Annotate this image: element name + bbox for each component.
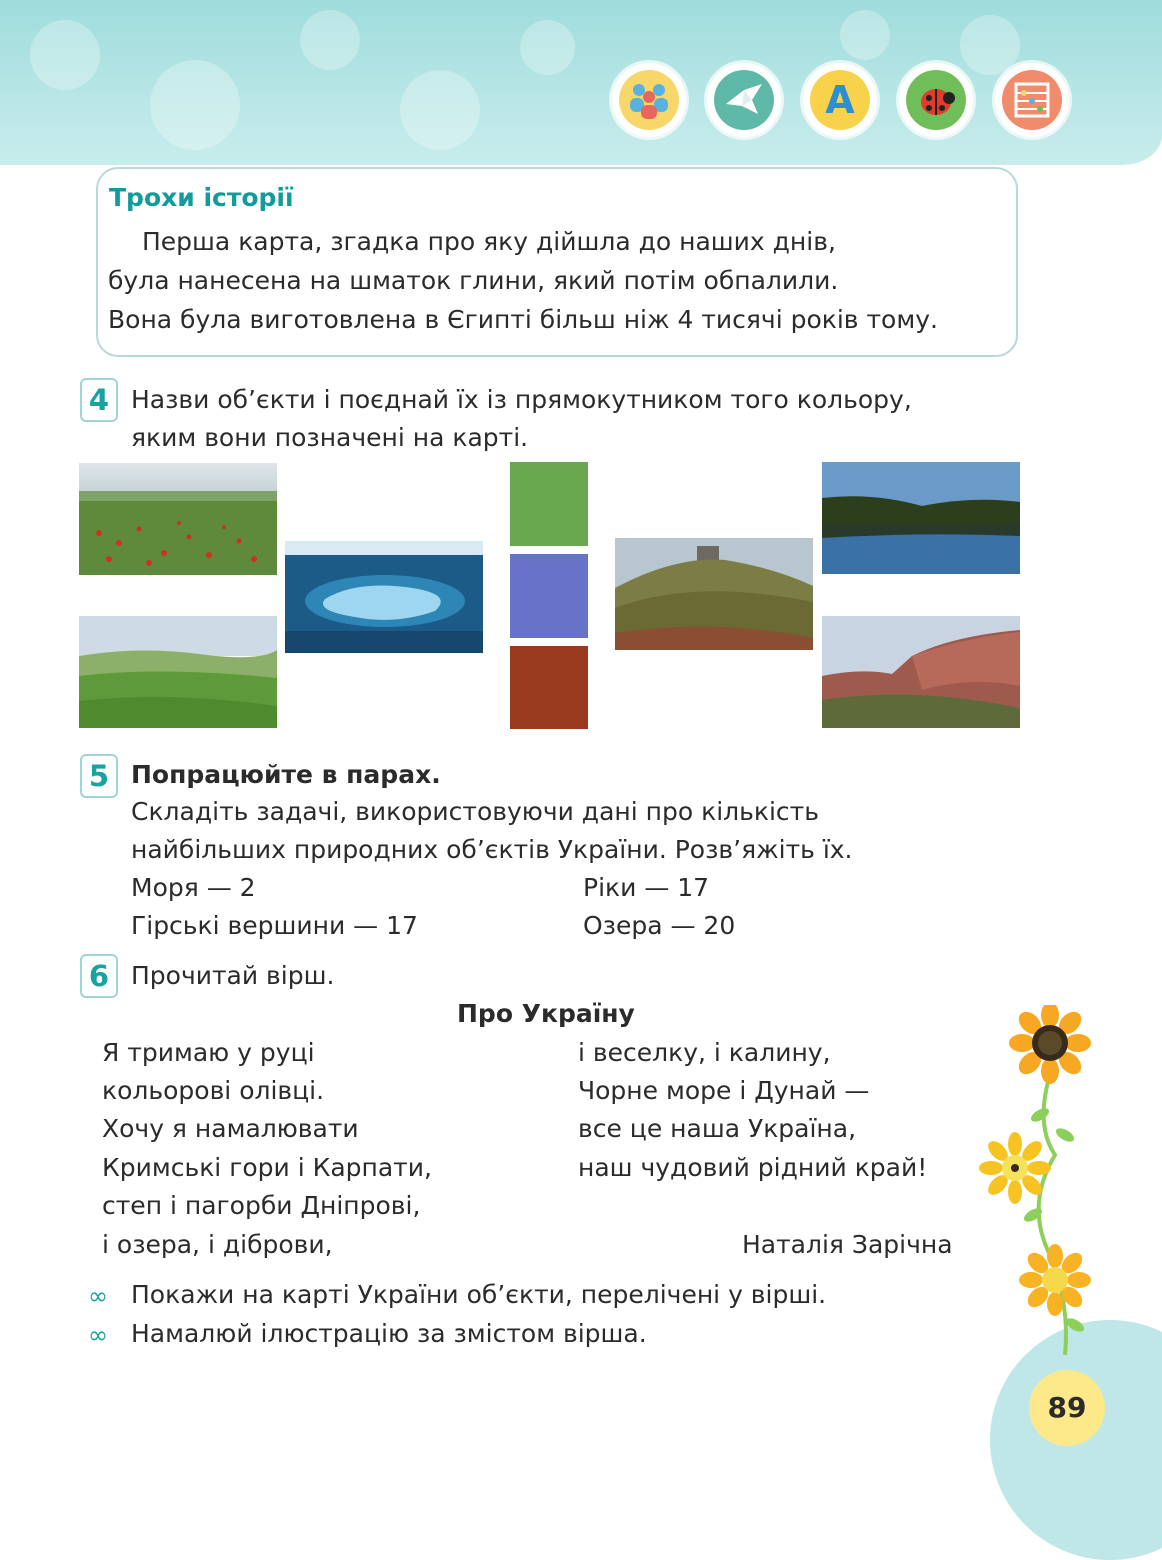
- history-line-2: була нанесена на шматок глини, який потім обпалили.: [108, 266, 839, 295]
- task5-line-1: Складіть задачі, використовуючи дані про кількість: [131, 797, 819, 826]
- task5-data-rivers: Ріки — 17: [583, 873, 710, 902]
- forest-lake-photo: [822, 462, 1020, 574]
- history-line-3: Вона була виготовлена в Єгипті більш ніж 4 тисячі років тому.: [108, 305, 938, 334]
- poem-left-line-5: степ і пагорби Дніпрові,: [102, 1191, 421, 1220]
- task5-data-peaks: Гірські вершини — 17: [131, 911, 418, 940]
- lake-aerial-photo: [285, 541, 483, 653]
- bullet-item-1: Покажи на карті України об’єкти, перелічені у вірші.: [131, 1280, 827, 1309]
- infinity-bullet-icon: ∞: [88, 1282, 108, 1310]
- sunflowers-illustration: [975, 1005, 1105, 1355]
- poem-right-line-2: Чорне море і Дунай —: [578, 1076, 870, 1105]
- steppe-poppies-photo: [79, 463, 277, 575]
- red-cliffs-photo: [822, 616, 1020, 728]
- poem-author: Наталія Зарічна: [742, 1230, 953, 1259]
- task-number-5: 5: [80, 754, 118, 798]
- poem-right-line-1: і веселку, і калину,: [578, 1038, 831, 1067]
- task4-line-2: яким вони позначені на карті.: [131, 423, 529, 452]
- color-rect-brown[interactable]: [510, 646, 588, 729]
- task6-instruction: Прочитай вірш.: [131, 961, 335, 990]
- bullet-item-2: Намалюй ілюстрацію за змістом вірша.: [131, 1319, 647, 1348]
- green-hills-photo: [79, 616, 277, 728]
- poem-title: Про Україну: [457, 999, 635, 1028]
- poem-right-line-3: все це наша Україна,: [578, 1114, 857, 1143]
- origami-bird-icon: [707, 63, 781, 137]
- color-rect-green[interactable]: [510, 462, 588, 546]
- abacus-icon: [995, 63, 1069, 137]
- color-rect-blue[interactable]: [510, 554, 588, 638]
- header-band: [0, 0, 1162, 165]
- infinity-bullet-icon: ∞: [88, 1321, 108, 1349]
- poem-left-line-4: Кримські гори і Карпати,: [102, 1153, 432, 1182]
- task5-line-2: найбільших природних об’єктів України. Розв’яжіть їх.: [131, 835, 853, 864]
- poem-left-line-1: Я тримаю у руці: [102, 1038, 315, 1067]
- task5-data-lakes: Озера — 20: [583, 911, 736, 940]
- history-line-1: Перша карта, згадка про яку дійшла до наших днів,: [142, 227, 836, 256]
- poem-left-line-3: Хочу я намалювати: [102, 1114, 359, 1143]
- poem-right-line-4: наш чудовий рідний край!: [578, 1153, 928, 1182]
- people-icon: [612, 63, 686, 137]
- history-title: Трохи історії: [109, 183, 294, 212]
- ladybug-icon: [899, 63, 973, 137]
- poem-left-line-6: і озера, і діброви,: [102, 1230, 333, 1259]
- task5-data-seas: Моря — 2: [131, 873, 256, 902]
- page-number: 89: [1029, 1370, 1105, 1446]
- letter-a-icon: [803, 63, 877, 137]
- letter-a-glyph: A: [825, 78, 855, 122]
- task4-line-1: Назви об’єкти і поєднай їх із прямокутником того кольору,: [131, 385, 912, 414]
- poem-left-line-2: кольорові олівці.: [102, 1076, 325, 1105]
- task-number-6: 6: [80, 954, 118, 998]
- task-number-4: 4: [80, 378, 118, 422]
- task5-title: Попрацюйте в парах.: [131, 760, 441, 789]
- mountain-ruin-photo: [615, 538, 813, 650]
